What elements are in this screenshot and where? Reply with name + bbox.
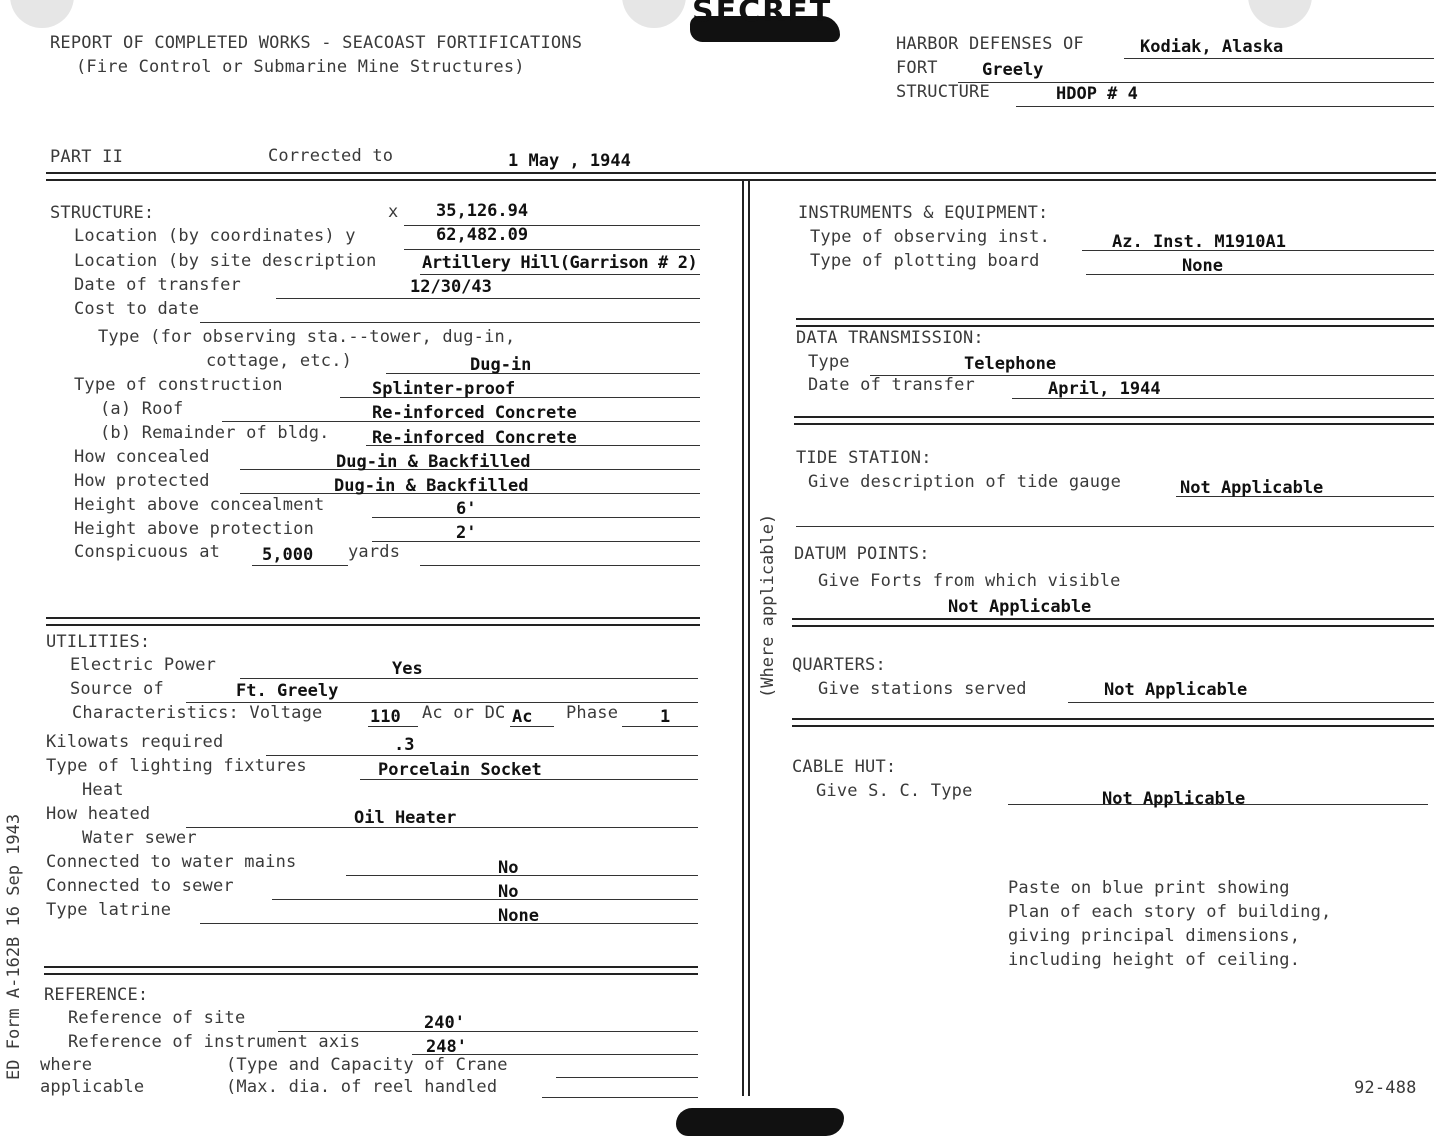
plotting-line: [1086, 274, 1434, 275]
roof-label: (a) Roof: [100, 399, 184, 419]
instruments-heading: INSTRUMENTS & EQUIPMENT:: [798, 203, 1049, 223]
fort-value: Greely: [982, 60, 1044, 80]
tide-extra-line: [796, 526, 1434, 527]
h-conceal-value: 6': [456, 499, 477, 519]
applicable-label: applicable: [40, 1077, 145, 1097]
dt-transfer-value: April, 1944: [1048, 379, 1161, 399]
remainder-value: Re-inforced Concrete: [372, 428, 577, 448]
punch-hole-center: [622, 0, 686, 28]
h-protect-value: 2': [456, 523, 477, 543]
ref-site-label: Reference of site: [68, 1008, 246, 1028]
observing-label: Type of observing inst.: [810, 227, 1051, 247]
datum-rule: [792, 618, 1434, 627]
electric-value: Yes: [392, 659, 423, 679]
mains-line: [346, 875, 698, 876]
latrine-value: None: [498, 906, 539, 926]
cable-hut-heading: CABLE HUT:: [792, 757, 897, 777]
center-divider: [742, 180, 750, 1096]
construction-value: Splinter-proof: [372, 379, 516, 399]
observing-value: Az. Inst. M1910A1: [1112, 232, 1286, 252]
transfer-label: Date of transfer: [74, 275, 241, 295]
x-value: 35,126.94: [436, 201, 529, 221]
ref-axis-label: Reference of instrument axis: [68, 1032, 361, 1052]
mains-value: No: [498, 858, 519, 878]
lighting-label: Type of lighting fixtures: [46, 756, 307, 776]
harbor-label: HARBOR DEFENSES OF: [896, 34, 1084, 54]
divider-label: (Where applicable): [758, 513, 778, 698]
source-label: Source of: [70, 679, 164, 699]
classification-stamp-top: SECRET: [692, 0, 833, 29]
type-label-1: Type (for observing sta.--tower, dug-in,: [98, 327, 516, 347]
acdc-label: Ac or DC: [422, 703, 506, 723]
loc-site-label: Location (by site description: [74, 251, 377, 271]
h-protect-line: [372, 541, 700, 542]
heated-label: How heated: [46, 804, 151, 824]
tide-heading: TIDE STATION:: [796, 448, 932, 468]
harbor-value: Kodiak, Alaska: [1140, 37, 1284, 57]
phase-label: Phase: [566, 703, 619, 723]
part-rule: [46, 172, 1436, 181]
kw-line: [266, 755, 698, 756]
dt-type-label: Type: [808, 352, 850, 372]
conspicuous-label: Conspicuous at: [74, 542, 221, 562]
structure-id-label: STRUCTURE: [896, 82, 990, 102]
electric-label: Electric Power: [70, 655, 217, 675]
crane-label: (Type and Capacity of Crane: [226, 1055, 508, 1075]
form-number: 92-488: [1354, 1078, 1417, 1098]
h-protect-label: Height above protection: [74, 519, 315, 539]
fort-label: FORT: [896, 58, 938, 78]
cost-label: Cost to date: [74, 299, 200, 319]
sewer-label: Connected to sewer: [46, 876, 234, 896]
side-form-label: ED Form A-162B 16 Sep 1943: [4, 813, 24, 1080]
reel-line: [542, 1097, 698, 1098]
kw-value: .3: [394, 735, 415, 755]
mains-label: Connected to water mains: [46, 852, 297, 872]
reference-heading: REFERENCE:: [44, 985, 149, 1005]
protected-label: How protected: [74, 471, 210, 491]
paste-note-line-4: including height of ceiling.: [1008, 950, 1301, 970]
char-label: Characteristics: Voltage: [72, 703, 323, 723]
structure-id-line: [1016, 106, 1434, 107]
corrected-value: 1 May , 1944: [508, 151, 631, 171]
datum-heading: DATUM POINTS:: [794, 544, 930, 564]
quarters-stations-line: [1068, 702, 1434, 703]
yards-label: yards: [348, 542, 401, 562]
h-conceal-label: Height above concealment: [74, 495, 325, 515]
utilities-rule: [44, 966, 698, 975]
tide-gauge-value: Not Applicable: [1180, 478, 1324, 498]
source-value: Ft. Greely: [236, 681, 339, 701]
electric-line: [240, 678, 698, 679]
paste-note-line-3: giving principal dimensions,: [1008, 926, 1301, 946]
quarters-stations-value: Not Applicable: [1104, 680, 1248, 700]
datum-forts-value: Not Applicable: [948, 597, 1092, 617]
structure-heading: STRUCTURE:: [50, 203, 155, 223]
loc-site-value: Artillery Hill(Garrison # 2): [422, 253, 698, 273]
utilities-heading: UTILITIES:: [46, 632, 151, 652]
lighting-value: Porcelain Socket: [378, 760, 542, 780]
kw-label: Kilowats required: [46, 732, 224, 752]
corrected-label: Corrected to: [268, 146, 394, 166]
heated-value: Oil Heater: [354, 808, 457, 828]
transfer-value: 12/30/43: [410, 277, 492, 297]
conspicuous-value: 5,000: [262, 545, 314, 565]
where-label: where: [40, 1055, 93, 1075]
cable-hut-type-label: Give S. C. Type: [816, 781, 973, 801]
cost-line: [200, 322, 700, 323]
reel-label: (Max. dia. of reel handled: [226, 1077, 498, 1097]
cable-hut-type-value: Not Applicable: [1102, 789, 1246, 809]
loc-site-line: [420, 274, 700, 275]
acdc-value: Ac: [512, 707, 533, 727]
voltage-value: 110: [370, 707, 401, 727]
ref-site-value: 240': [424, 1013, 465, 1033]
paste-note-line-1: Paste on blue print showing: [1008, 878, 1290, 898]
report-subtitle: (Fire Control or Submarine Mine Structures): [76, 57, 525, 77]
concealed-label: How concealed: [74, 447, 210, 467]
plotting-value: None: [1182, 256, 1223, 276]
redaction-blot-bottom: [676, 1108, 844, 1136]
transfer-line: [276, 298, 700, 299]
structure-rule: [46, 617, 700, 626]
fort-line: [958, 82, 1434, 83]
sewer-value: No: [498, 882, 519, 902]
type-label-2: cottage, etc.): [206, 351, 353, 371]
latrine-line: [200, 923, 698, 924]
data-transmission-heading: DATA TRANSMISSION:: [796, 328, 984, 348]
y-line: [404, 249, 700, 250]
x-label: x: [388, 202, 399, 222]
concealed-value: Dug-in & Backfilled: [336, 452, 531, 472]
sewer-line: [272, 899, 698, 900]
quarters-stations-label: Give stations served: [818, 679, 1027, 699]
dt-type-value: Telephone: [964, 354, 1057, 374]
paste-note-line-2: Plan of each story of building,: [1008, 902, 1332, 922]
phase-value: 1: [660, 707, 671, 727]
harbor-line: [1124, 58, 1434, 59]
instruments-rule: [796, 318, 1434, 327]
remainder-label: (b) Remainder of bldg.: [100, 423, 330, 443]
punch-hole-left: [10, 0, 74, 28]
h-conceal-line: [372, 517, 700, 518]
conspicuous-remark-line: [420, 565, 700, 566]
datum-forts-label: Give Forts from which visible: [818, 571, 1121, 591]
construction-label: Type of construction: [74, 375, 283, 395]
heat-label: Heat: [82, 780, 124, 800]
part-label: PART II: [50, 147, 124, 167]
y-value: 62,482.09: [436, 225, 529, 245]
quarters-heading: QUARTERS:: [792, 655, 886, 675]
type-line: [386, 373, 700, 374]
protected-value: Dug-in & Backfilled: [334, 476, 529, 496]
type-value: Dug-in: [470, 355, 532, 375]
tide-gauge-label: Give description of tide gauge: [808, 472, 1122, 492]
roof-value: Re-inforced Concrete: [372, 403, 577, 423]
quarters-rule: [792, 718, 1434, 727]
structure-id-value: HDOP # 4: [1056, 84, 1138, 104]
report-title: REPORT OF COMPLETED WORKS - SEACOAST FORTIFICATIONS: [50, 33, 583, 53]
data-transmission-rule: [794, 416, 1434, 425]
crane-line: [556, 1077, 698, 1078]
latrine-label: Type latrine: [46, 900, 172, 920]
dt-transfer-label: Date of transfer: [808, 375, 975, 395]
loc-coord-label: Location (by coordinates) y: [74, 226, 356, 246]
water-label: Water sewer: [82, 828, 197, 848]
ref-axis-value: 248': [426, 1037, 467, 1057]
punch-hole-right: [1248, 0, 1312, 28]
plotting-label: Type of plotting board: [810, 251, 1040, 271]
conspicuous-line: [252, 565, 348, 566]
